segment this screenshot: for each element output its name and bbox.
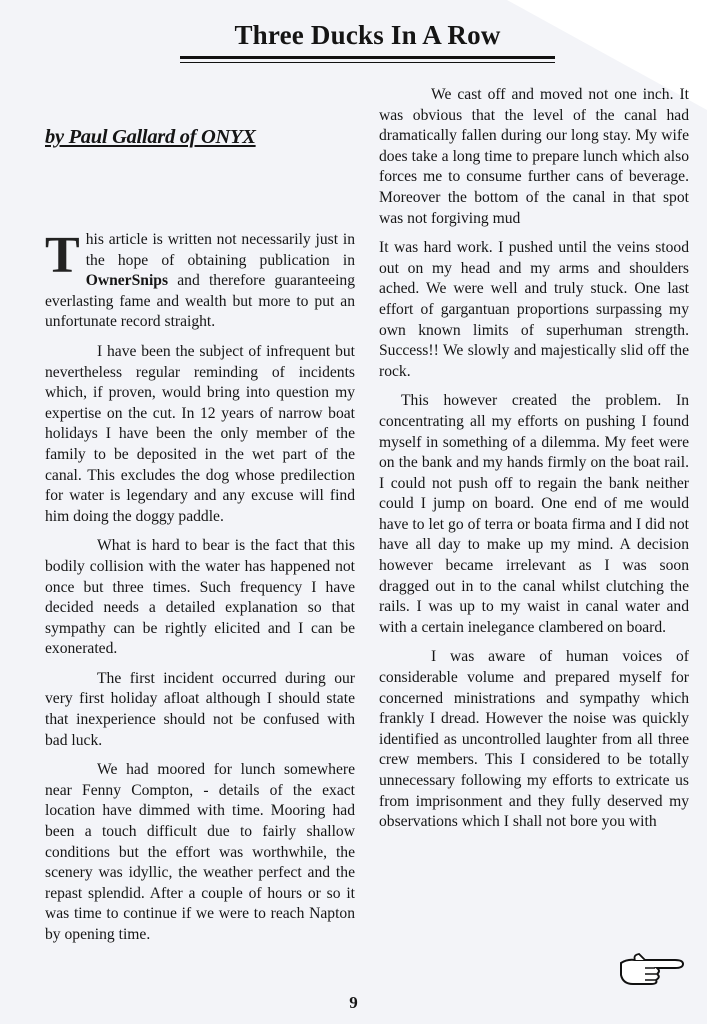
article-byline: by Paul Gallard of ONYX bbox=[45, 126, 256, 148]
paragraph-intro-text: his article is written not necessarily just in the hope of obtaining publication in bbox=[85, 231, 355, 269]
paragraph-6: We cast off and moved not one inch. It was obvious that the level of the canal had dramatically fallen during our long stay. My wife does take a long time to prepare lunch which also forces me to consume further cans of beverage. Moreover the bottom of the canal in that spot was not forgiving mud bbox=[379, 86, 689, 227]
paragraph-3: What is hard to bear is the fact that this bodily collision with the water has happened not once but three times. Such frequency I have decided needs a detailed explanation so that sympathy can be rightly elicited and I can be exonerated. bbox=[45, 537, 355, 658]
title-block bbox=[180, 18, 555, 63]
page-number: 9 bbox=[349, 993, 358, 1012]
paragraph-intro-rest: and therefore guaranteeing everlasting fame and wealth but more to put an unfortunate record straight. bbox=[45, 272, 355, 331]
title-rule-thick bbox=[180, 56, 555, 59]
paragraph-intro bbox=[45, 227, 355, 333]
column-left bbox=[45, 227, 355, 955]
title-rule-thin bbox=[180, 62, 555, 63]
paragraph-8: This however created the problem. In concentrating all my efforts on pushing I found myself in something of a dilemma. My feet were on the bank and my hands firmly on the boat rail. I could not push off to regain the bank neither could I jump on board. One end of me would have to let go of terra or boata firma and I did not have all day to make up my mind. A decision however became irrelevant as I was soon dragged out in to the canal whilst clutching the rails. I was up to my waist in canal water and with a certain inelegance clambered on board. bbox=[379, 392, 689, 636]
paragraph-2: I have been the subject of infrequent but nevertheless regular reminding of incidents which, if proven, would bring into question my expertise on the cut. In 12 years of narrow boat holidays I have been the only member of the family to be deposited in the wet part of the canal. This excludes the dog whose predilection for water is legendary and any excuse will find him doing the doggy paddle. bbox=[45, 342, 355, 525]
paragraph-9: I was aware of human voices of considerable volume and prepared myself for concerned ministrations and sympathy which frankly I dread. However the noise was quickly identified as uncontrolled laughter from all three crew members. This I considered to be totally unnecessary following my efforts to extricate us from imprisonment and they fully deserved my observations which I shall not bore you with bbox=[379, 648, 689, 831]
paragraph-4: The first incident occurred during our very first holiday afloat although I should state that inexperience should not be confused with bad luck. bbox=[45, 669, 355, 749]
paragraph-5: We had moored for lunch somewhere near Fenny Compton, - details of the exact location have dimmed with time. Mooring had been a touch difficult due to fairly shallow conditions but the effort was worthwhile, the scenery was idyllic, the weather perfect and the repast splendid. After a couple of hours or so it was time to continue if we were to reach Napton by opening time. bbox=[45, 761, 355, 943]
column-right bbox=[379, 85, 689, 842]
drop-cap: T bbox=[45, 227, 80, 284]
pointing-hand-icon bbox=[617, 949, 687, 987]
paragraph-7: It was hard work. I pushed until the veins stood out on my head and my arms and shoulders ached. We were well and truly stuck. One last effort of gargantuan proportions surpassing my own known limits of superhuman strength. Success!! We slowly and majestically slid off the rock. bbox=[379, 239, 689, 380]
article-title: Three Ducks In A Row bbox=[234, 20, 501, 50]
magazine-name: OwnerSnips bbox=[85, 272, 169, 290]
